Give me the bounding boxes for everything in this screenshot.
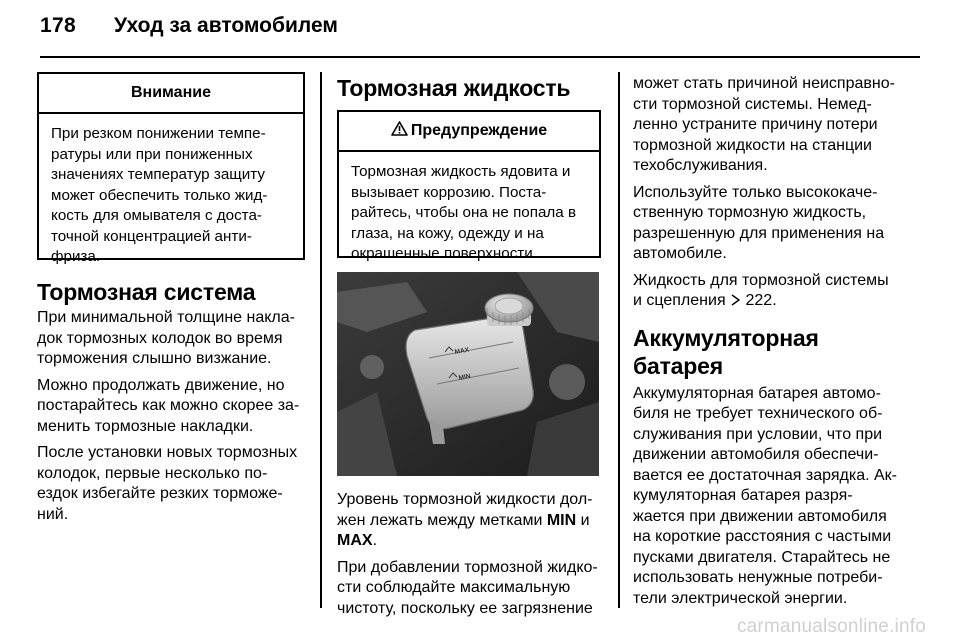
brake-fluid-heading: Тормозная жидкость <box>337 75 571 101</box>
fluid-level-text: . <box>372 532 378 549</box>
fluid-quality-paragraph: Используйте только высококаче-ственную тормозную жидкость, разрешенную для применения на автомобиле. <box>633 183 885 262</box>
header-divider <box>40 56 920 58</box>
battery-heading: Аккумуляторная батарея <box>633 324 819 379</box>
column-middle <box>337 72 603 625</box>
warning-header <box>339 112 599 152</box>
min-mark-label: MIN <box>458 373 472 382</box>
page-reference-arrow-icon <box>730 292 745 309</box>
chapter-title: Уход за автомобилем <box>113 14 338 37</box>
page-header <box>40 14 338 50</box>
fluid-level-paragraph <box>337 490 603 552</box>
column-right <box>633 72 901 615</box>
fluid-cleanliness-paragraph: При добавлении тормозной жидко-сти соблюдайте максимальную чистоту, поскольку ее загрязнение <box>337 558 598 617</box>
warning-triangle-icon <box>391 121 408 141</box>
column-divider <box>618 72 620 608</box>
attention-text: При резком понижении темпе-ратуры или при пониженных значениях температур защиту может обеспечить только жид-кость для омывателя с доста-точной концентрацией анти-фриза. <box>51 125 268 265</box>
min-mark-reference: MIN <box>546 511 577 529</box>
continued-paragraph: может стать причиной неисправно-сти тормозной системы. Немед-ленно устраните причину потери тормозной жидкости на станции техобслуживания. <box>633 75 895 174</box>
warning-box <box>337 110 601 262</box>
watermark: carmanualsonline.info <box>736 616 926 637</box>
brake-system-heading: Тормозная система <box>37 279 256 305</box>
page-reference-link[interactable]: 222. <box>745 292 777 309</box>
max-mark-label: MAX <box>454 346 470 356</box>
attention-box <box>37 72 305 265</box>
warning-title: Предупреждение <box>410 122 548 139</box>
attention-title: Внимание <box>39 74 303 114</box>
brake-system-paragraph: При минимальной толщине накла-док тормозных колодок во время торможения слышно визжание. <box>37 309 295 367</box>
brake-system-paragraph: Можно продолжать движение, но постарайтесь как можно скорее за-менить тормозные накладки. <box>37 376 300 435</box>
battery-paragraph: Аккумуляторная батарея автомо-биля не требует технического об-служивания при условии, что при движении автомобиля обеспечи-вается ее достаточная зарядка. Ак-кумуляторная батарея разря-жается при движении автомобиля на короткие расстояния с частыми пусками двигателя. Старайтесь не использовать ненужные потреби-тели электрической энергии. <box>633 384 897 607</box>
column-left <box>37 72 305 531</box>
page-number: 178 <box>40 14 76 37</box>
fluid-level-text: и <box>576 511 590 529</box>
brake-system-paragraph: После установки новых тормозных колодок, первые несколько по-ездок избегайте резких торможе-ний. <box>37 444 298 523</box>
warning-text: Тормозная жидкость ядовита и вызывает коррозию. Поста-райтесь, чтобы она не попала в глаза, на кожу, одежду и на окрашенные поверхности. <box>351 163 577 262</box>
column-divider <box>320 72 322 608</box>
fluid-reference-text: Жидкость для тормозной системы и сцепления <box>633 271 889 309</box>
brake-fluid-reservoir-photo <box>337 272 599 476</box>
fluid-level-text: Уровень тормозной жидкости дол-жен лежать между метками <box>337 491 593 529</box>
max-mark-reference: MAX <box>337 532 373 549</box>
fluid-reference-paragraph <box>633 271 901 312</box>
